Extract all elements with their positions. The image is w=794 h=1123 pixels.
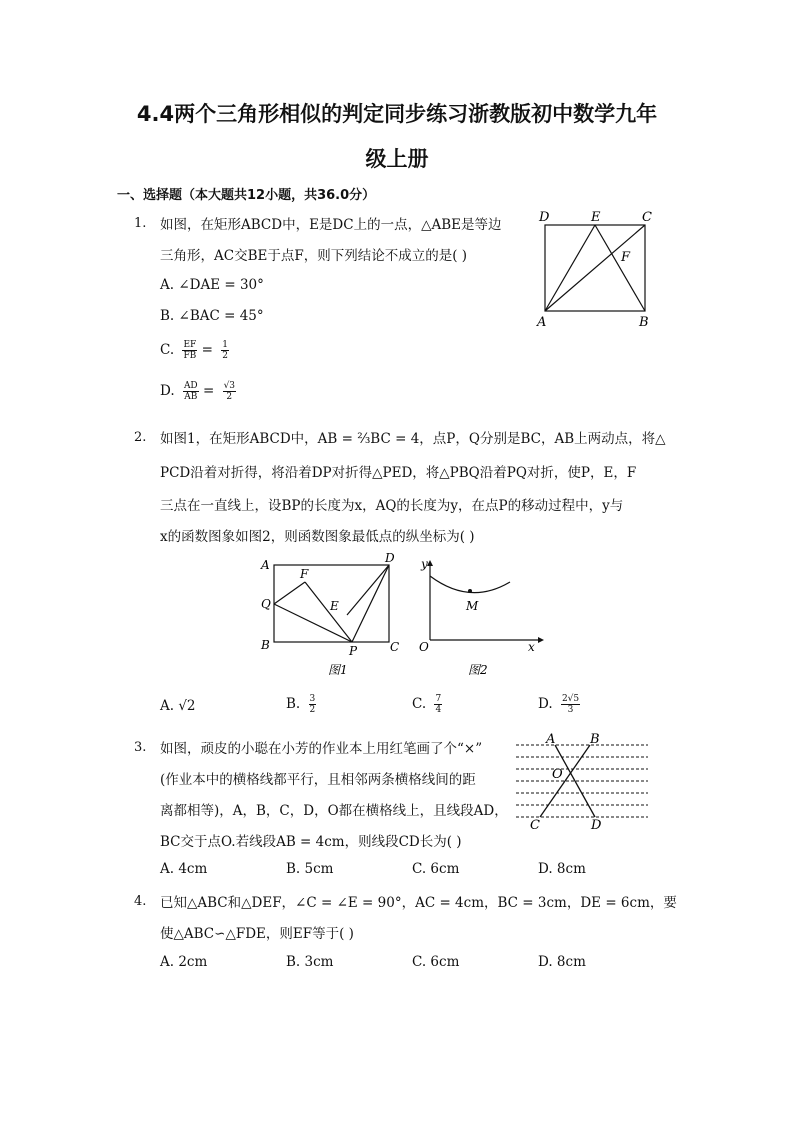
label-b: B	[639, 315, 649, 330]
label-o: O	[552, 767, 563, 782]
segment-eb	[595, 225, 645, 311]
question-number: 1.	[134, 216, 147, 231]
question-text: 如图，顽皮的小聪在小芳的作业本上用红笔画了个“×”	[160, 741, 483, 757]
fraction	[309, 694, 317, 715]
option-d	[160, 381, 236, 402]
fraction	[221, 340, 229, 361]
question-text: 已知△ABC和△DEF，∠C = ∠E = 90°，AC = 4cm，BC = 3cm，DE = 6cm，要	[160, 895, 677, 911]
question-text: 三点在一直线上，设BP的长度为x，AQ的长度为y，在点P的移动过程中，y与	[160, 498, 624, 514]
option-label: D.	[160, 383, 175, 399]
label-d: D	[591, 818, 602, 833]
fraction-denominator: 4	[435, 705, 442, 715]
question-text: 三角形，AC交BE于点F，则下列结论不成立的是( )	[160, 248, 468, 264]
segment-qp	[274, 604, 352, 642]
figure-cross-lines	[510, 728, 655, 833]
option-b: B. ∠BAC = 45°	[160, 308, 264, 324]
fraction-numerator: 3	[309, 694, 316, 704]
fraction-numerator: AD	[183, 381, 198, 391]
label-b: B	[590, 732, 600, 747]
question-text: 使△ABC∽△FDE，则EF等于( )	[160, 926, 354, 942]
option-label: D.	[538, 696, 553, 712]
label-f: F	[300, 567, 309, 581]
question-text: BC交于点O.若线段AB = 4cm，则线段CD长为( )	[160, 834, 462, 850]
label-c: C	[642, 210, 652, 225]
figure-caption: 图1	[328, 663, 348, 677]
fraction-numerator: 1	[222, 340, 228, 350]
fraction-denominator: 2	[309, 705, 316, 715]
question-number: 3.	[134, 740, 147, 755]
option-b: B. 3cm	[286, 954, 334, 970]
label-d: D	[539, 210, 550, 225]
fraction-denominator: 2	[222, 351, 228, 361]
option-label: C.	[412, 696, 427, 712]
fraction-numerator: √3	[223, 381, 236, 391]
segment-fp	[305, 582, 352, 642]
option-c	[160, 340, 229, 361]
section-heading: 一、选择题（本大题共12小题，共36.0分）	[117, 188, 376, 203]
label-y: y	[421, 557, 428, 571]
fraction-denominator: 2	[226, 392, 233, 402]
y-axis-arrow	[427, 560, 433, 566]
option-b: B. 5cm	[286, 861, 334, 877]
label-e: E	[330, 599, 339, 613]
label-m: M	[466, 599, 479, 613]
option-b	[286, 694, 316, 715]
question-text: (作业本中的横格线都平行，且相邻两条横格线间的距	[160, 772, 476, 788]
figure-2-function-graph	[410, 552, 545, 682]
label-e: E	[591, 210, 601, 225]
option-c: C. 6cm	[412, 861, 460, 877]
option-d: D. 8cm	[538, 954, 586, 970]
label-p: P	[349, 644, 358, 658]
option-c	[412, 694, 442, 715]
x-axis-arrow	[538, 637, 544, 643]
question-text: x的函数图象如图2，则函数图象最低点的纵坐标为( )	[160, 529, 475, 545]
label-c: C	[530, 818, 540, 833]
label-o: O	[419, 640, 429, 654]
figure-caption: 图2	[468, 663, 488, 677]
question-text: PCD沿着对折得，将沿着DP对折得△PED，将△PBQ沿着PQ对折，使P，E，F	[160, 465, 637, 481]
question-number: 4.	[134, 894, 147, 909]
option-label: B.	[286, 696, 301, 712]
fraction	[561, 694, 580, 715]
label-f: F	[621, 250, 631, 265]
equals-sign: =	[201, 342, 213, 358]
segment-ae	[545, 225, 595, 311]
fraction-numerator: EF	[183, 340, 197, 350]
fraction	[183, 381, 199, 402]
question-text: 如图，在矩形ABCD中，E是DC上的一点，△ABE是等边	[160, 217, 502, 233]
page-title: 4.4两个三角形相似的判定同步练习浙教版初中数学九年	[136, 102, 658, 126]
fraction-numerator: 7	[435, 694, 442, 704]
fraction	[223, 381, 236, 402]
question-text: 如图1，在矩形ABCD中，AB = ⅔BC = 4，点P，Q分别是BC，AB上两动点，将△	[160, 431, 666, 447]
fraction-numerator: 2√5	[561, 694, 580, 704]
fraction	[182, 340, 197, 361]
segment-ac	[545, 225, 645, 311]
label-x: x	[528, 640, 535, 654]
figure-1-rectangle	[255, 552, 405, 682]
label-b: B	[261, 638, 270, 652]
question-text: 离都相等)，A，B，C，D，O都在横格线上，且线段AD，	[160, 803, 508, 819]
label-d: D	[385, 552, 395, 565]
equals-sign: =	[202, 383, 215, 399]
option-a: A. 4cm	[160, 861, 208, 877]
question-number: 2.	[134, 430, 147, 445]
label-c: C	[390, 640, 400, 654]
fraction-denominator: 3	[567, 705, 574, 715]
option-c: C. 6cm	[412, 954, 460, 970]
fraction-denominator: AB	[184, 392, 198, 402]
fraction-denominator: FB	[183, 351, 197, 361]
option-a: A. ∠DAE = 30°	[160, 277, 264, 293]
minimum-point	[468, 589, 472, 593]
label-a: A	[546, 732, 556, 747]
page-title-cont: 级上册	[365, 147, 429, 171]
segment-pd	[352, 565, 389, 642]
label-a: A	[537, 315, 547, 330]
option-d	[538, 694, 580, 715]
option-label: C.	[160, 342, 175, 358]
option-a: A. √2	[160, 698, 196, 714]
label-q: Q	[261, 597, 271, 611]
label-a: A	[261, 558, 270, 572]
segment-qf	[274, 582, 305, 604]
figure-rectangle-abcd	[525, 205, 665, 335]
fraction	[434, 694, 442, 715]
option-d: D. 8cm	[538, 861, 586, 877]
option-a: A. 2cm	[160, 954, 208, 970]
